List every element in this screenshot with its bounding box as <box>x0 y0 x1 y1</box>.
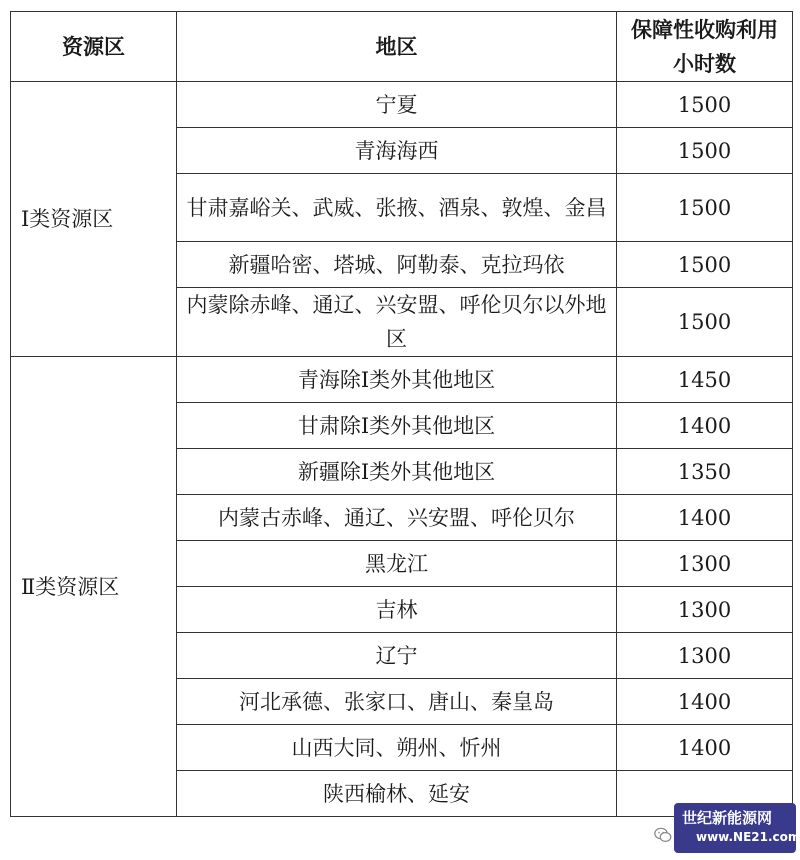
region-cell: 新疆除Ⅰ类外其他地区 <box>177 449 617 495</box>
region-cell: 新疆哈密、塔城、阿勒泰、克拉玛依 <box>177 242 617 288</box>
table-row <box>11 357 793 403</box>
region-cell: 辽宁 <box>177 633 617 679</box>
hours-cell: 1400 <box>617 495 793 541</box>
hours-cell: 1450 <box>617 357 793 403</box>
watermark-url: www.NE21.com <box>696 830 800 844</box>
header-hours: 保障性收购利用小时数 <box>617 12 793 82</box>
watermark-title: 世纪新能源网 <box>682 809 773 827</box>
region-cell: 吉林 <box>177 587 617 633</box>
region-cell: 甘肃除Ⅰ类外其他地区 <box>177 403 617 449</box>
header-zone: 资源区 <box>11 12 177 82</box>
table-header-row <box>11 12 793 82</box>
hours-cell: 1300 <box>617 633 793 679</box>
region-cell: 青海除Ⅰ类外其他地区 <box>177 357 617 403</box>
hours-cell: 1400 <box>617 725 793 771</box>
zone-cell-1: Ⅰ类资源区 <box>11 82 177 357</box>
hours-cell: 1300 <box>617 541 793 587</box>
hours-cell: 1300 <box>617 587 793 633</box>
watermark-logo <box>674 803 800 853</box>
hours-cell: 1400 <box>617 679 793 725</box>
region-cell: 河北承德、张家口、唐山、秦皇岛 <box>177 679 617 725</box>
region-cell: 甘肃嘉峪关、武威、张掖、酒泉、敦煌、金昌 <box>177 174 617 242</box>
hours-cell: 1500 <box>617 82 793 128</box>
zone-cell-2: Ⅱ类资源区 <box>11 357 177 817</box>
table-row <box>11 82 793 128</box>
hours-cell: 1350 <box>617 449 793 495</box>
wechat-icon <box>654 827 672 843</box>
hours-cell: 1500 <box>617 174 793 242</box>
region-cell: 青海海西 <box>177 128 617 174</box>
region-cell: 内蒙古赤峰、通辽、兴安盟、呼伦贝尔 <box>177 495 617 541</box>
region-cell: 内蒙除赤峰、通辽、兴安盟、呼伦贝尔以外地区 <box>177 288 617 357</box>
region-cell: 陕西榆林、延安 <box>177 771 617 817</box>
header-region: 地区 <box>177 12 617 82</box>
hours-cell: 1400 <box>617 403 793 449</box>
hours-cell: 1500 <box>617 128 793 174</box>
region-cell: 黑龙江 <box>177 541 617 587</box>
region-cell: 宁夏 <box>177 82 617 128</box>
region-cell: 山西大同、朔州、忻州 <box>177 725 617 771</box>
resource-zone-table <box>10 11 793 817</box>
hours-cell: 1500 <box>617 242 793 288</box>
hours-cell: 1500 <box>617 288 793 357</box>
